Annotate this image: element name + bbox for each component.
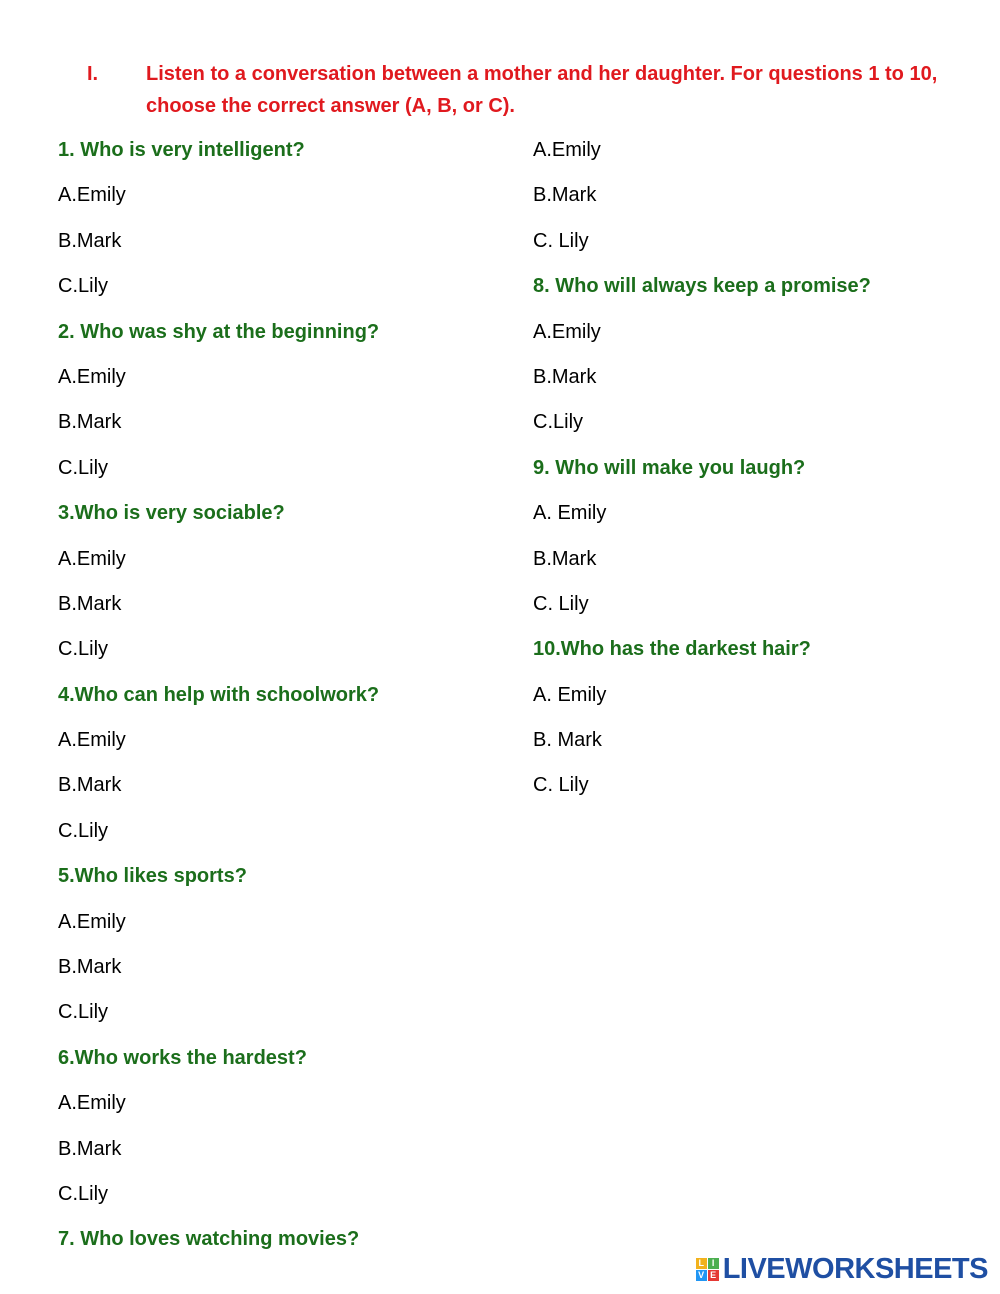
answer-option: C.Lily (58, 819, 109, 842)
answer-option: C. Lily (533, 774, 589, 797)
answer-option: B.Mark (533, 184, 597, 207)
answer-option: B. Mark (533, 729, 602, 752)
answer-option: B.Mark (58, 956, 122, 979)
answer-option: C. Lily (533, 229, 589, 252)
question-text: 5.Who likes sports? (58, 865, 247, 888)
answer-option: A.Emily (58, 547, 126, 570)
instruction (87, 58, 957, 122)
answer-option: A.Emily (533, 320, 601, 343)
answer-option: A.Emily (58, 184, 126, 207)
question-text: 10.Who has the darkest hair? (533, 638, 811, 661)
answer-option: C.Lily (58, 1182, 109, 1205)
answer-option: C.Lily (58, 275, 109, 298)
answer-option: A.Emily (58, 1092, 126, 1115)
answer-option: B.Mark (58, 592, 122, 615)
question-text: 4.Who can help with schoolwork? (58, 683, 380, 706)
logo-tile: L (696, 1258, 707, 1269)
logo-tile: I (708, 1258, 719, 1269)
logo-tile: E (708, 1270, 719, 1281)
answer-option: B.Mark (58, 1137, 122, 1160)
liveworksheets-wordmark: LIVEWORKSHEETS (722, 1253, 988, 1285)
answer-option: C. Lily (533, 592, 589, 615)
right-column (533, 133, 973, 814)
answer-option: A. Emily (533, 683, 607, 706)
answer-option: B.Mark (533, 365, 597, 388)
answer-option: C.Lily (58, 1001, 109, 1024)
answer-option: B.Mark (58, 411, 122, 434)
left-column (58, 133, 498, 1268)
question-text: 3.Who is very sociable? (58, 502, 285, 525)
answer-option: C.Lily (533, 411, 584, 434)
question-text: 7. Who loves watching movies? (58, 1228, 360, 1251)
question-text: 9. Who will make you laugh? (533, 456, 806, 479)
answer-option: C.Lily (58, 638, 109, 661)
logo-tile: V (696, 1270, 707, 1281)
liveworksheets-mark-icon (696, 1258, 719, 1281)
answer-option: C.Lily (58, 456, 109, 479)
answer-option: A.Emily (58, 729, 126, 752)
answer-option: A.Emily (58, 910, 126, 933)
answer-option: B.Mark (58, 774, 122, 797)
liveworksheets-logo (696, 1253, 988, 1286)
question-text: 2. Who was shy at the beginning? (58, 320, 380, 343)
answer-option: A.Emily (533, 139, 601, 161)
instruction-text: Listen to a conversation between a mother and her daughter. For questions 1 to 10, choose the correct answer (A, B, or C). (146, 63, 938, 117)
instruction-number: I. (87, 63, 99, 85)
answer-option: B.Mark (533, 547, 597, 570)
question-text: 6.Who works the hardest? (58, 1046, 307, 1069)
answer-option: A.Emily (58, 365, 126, 388)
question-text: 1. Who is very intelligent? (58, 139, 305, 161)
answer-option: A. Emily (533, 502, 607, 525)
question-text: 8. Who will always keep a promise? (533, 275, 871, 298)
answer-option: B.Mark (58, 229, 122, 252)
